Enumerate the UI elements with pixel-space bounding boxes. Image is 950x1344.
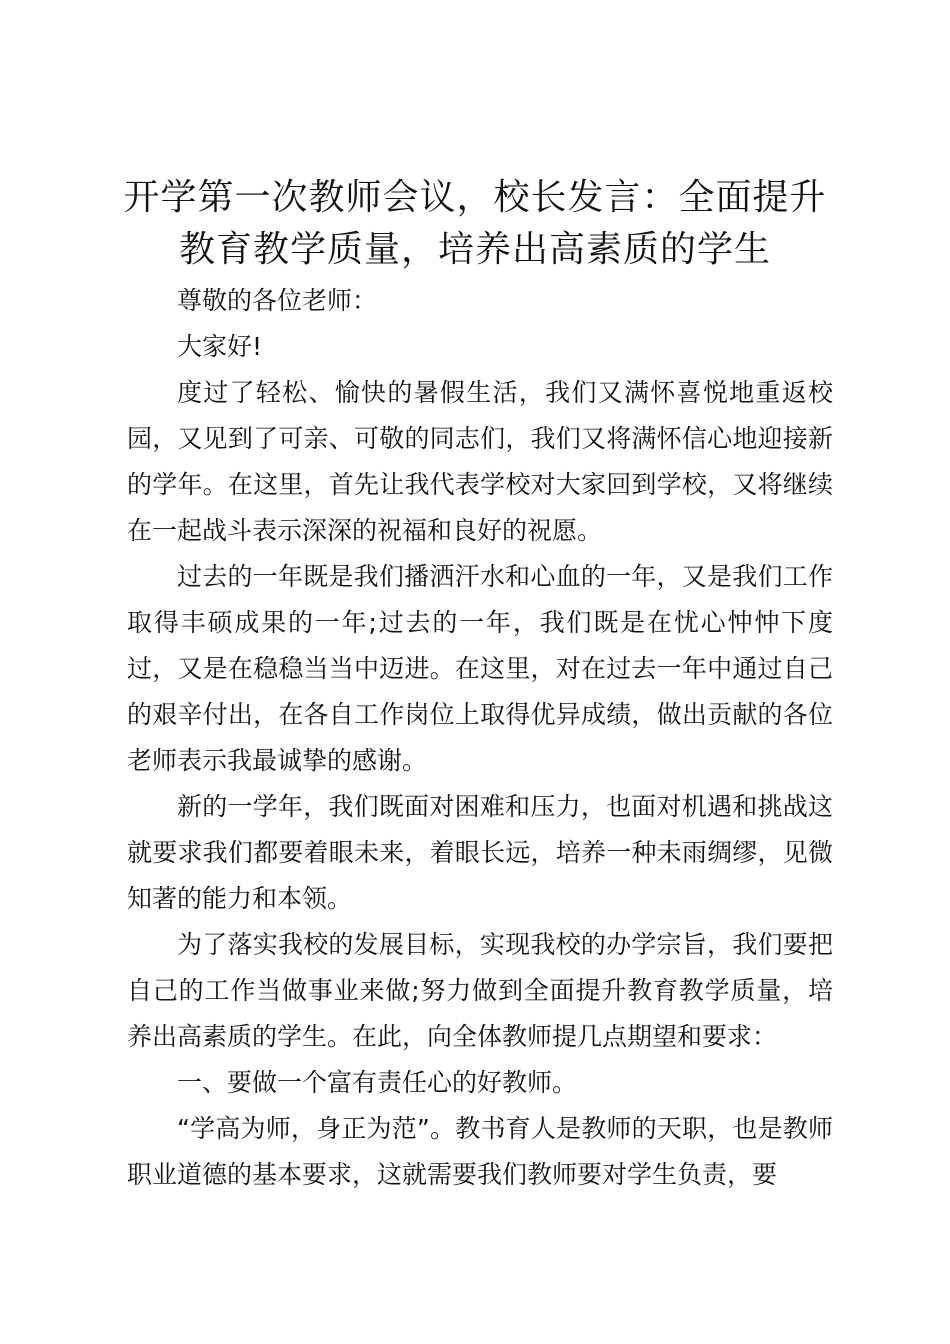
paragraph-new-year: 新的一学年，我们既面对困难和压力，也面对机遇和挑战这就要求我们都要着眼未来，着眼长远，培养一种未雨绸缪，见微知著的能力和本领。 — [127, 792, 833, 913]
document-title: 开学第一次教师会议，校长发言：全面提升教育教学质量，培养出高素质的学生 — [123, 177, 827, 270]
paragraph-goals: 为了落实我校的发展目标，实现我校的办学宗旨，我们要把自己的工作当做事业来做;努力做到全面提升教育教学质量，培养出高素质的学生。在此，向全体教师提几点期望和要求： — [127, 930, 833, 1051]
document-body — [127, 278, 833, 1198]
salutation: 尊敬的各位老师： — [177, 286, 378, 315]
paragraph-summer: 度过了轻松、愉快的暑假生活，我们又满怀喜悦地重返校园，又见到了可亲、可敬的同志们，我们又将满怀信心地迎接新的学年。在这里，首先让我代表学校对大家回到学校，又将继续在一起战斗表示深深的祝福和良好的祝愿。 — [127, 378, 833, 545]
paragraph-teacher-duty: “学高为师，身正为范”。教书育人是教师的天职，也是教师职业道德的基本要求，这就需要我们教师要对学生负责，要 — [127, 1114, 833, 1189]
paragraph-past-year: 过去的一年既是我们播洒汗水和心血的一年，又是我们工作取得丰硕成果的一年;过去的一年，我们既是在忧心忡忡下度过，又是在稳稳当当中迈进。在这里，对在过去一年中通过自己的艰辛付出，在各自工作岗位上取得优异成绩，做出贡献的各位老师表示我最诚挚的感谢。 — [127, 562, 833, 775]
section-heading-1: 一、要做一个富有责任心的好教师。 — [177, 1068, 578, 1097]
greeting: 大家好! — [177, 332, 263, 361]
